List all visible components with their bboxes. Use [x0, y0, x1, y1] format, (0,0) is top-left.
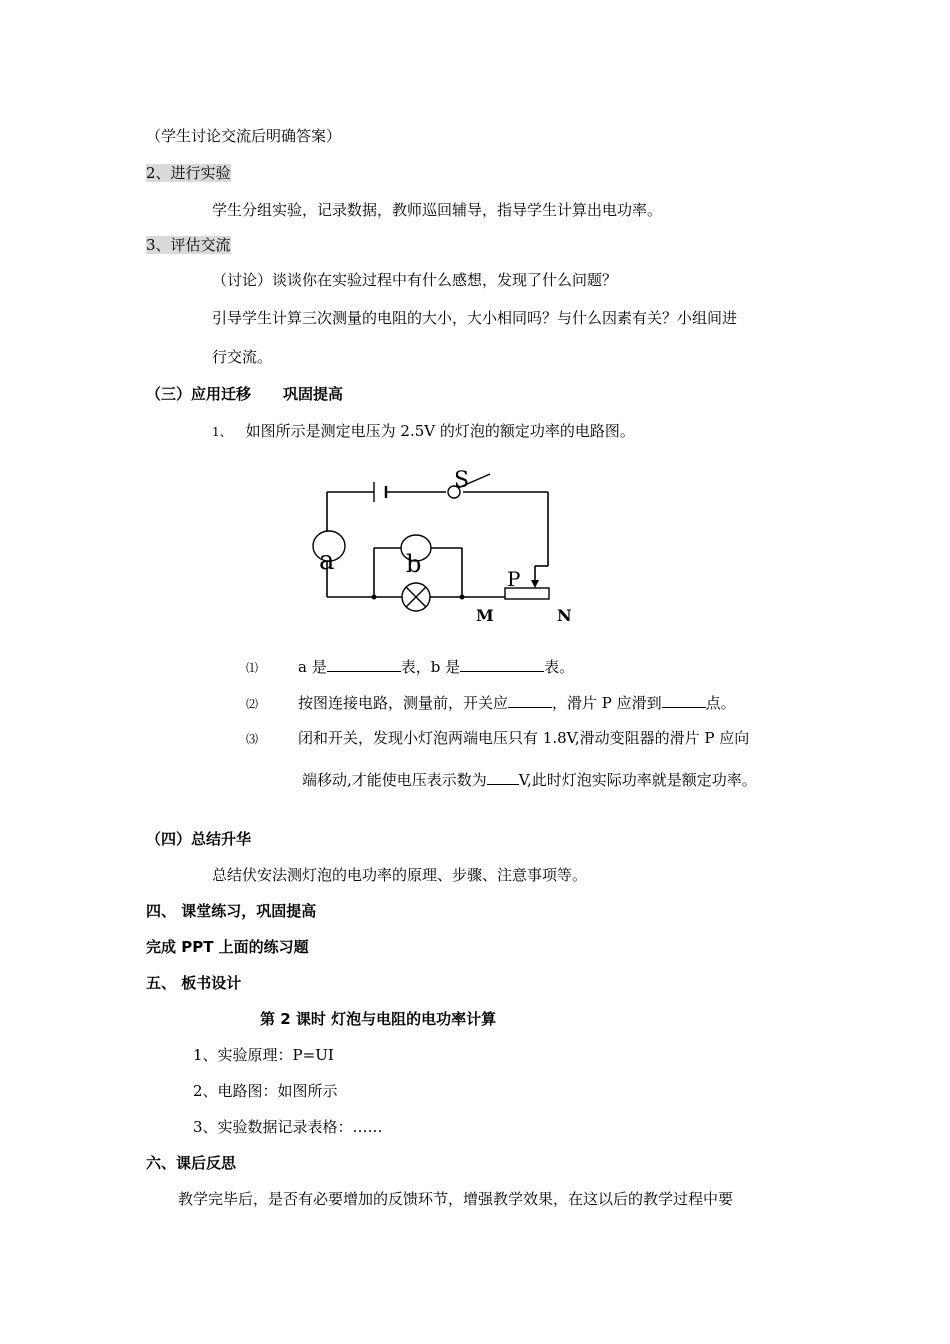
- board-item: 1、实验原理：P=UI: [193, 1046, 334, 1064]
- item-number: ⑴: [246, 661, 259, 675]
- section-heading: [146, 235, 231, 255]
- answer-blank[interactable]: [460, 655, 544, 672]
- board-item: 3、实验数据记录表格：……: [193, 1118, 383, 1136]
- question-text: 表。: [544, 658, 575, 676]
- heading-part-2: 巩固提高: [283, 385, 344, 403]
- slider-label: P: [507, 567, 521, 591]
- switch-label: S: [454, 468, 470, 493]
- section-heading: [146, 163, 231, 183]
- question-intro: [212, 421, 635, 442]
- item-number: ⑵: [246, 697, 259, 711]
- meter-b-label: b: [406, 550, 422, 578]
- battery-icon: [374, 482, 386, 502]
- heading-part-1: （三）应用迁移: [146, 385, 252, 403]
- lamp-icon: [402, 583, 430, 611]
- board-title: 第 2 课时 灯泡与电阻的电功率计算: [260, 1010, 497, 1028]
- board-item: 2、电路图：如图所示: [193, 1082, 338, 1100]
- answer-blank[interactable]: [327, 655, 401, 672]
- question-text: 点。: [705, 694, 736, 712]
- question-3: [246, 728, 749, 749]
- text-line: （讨论）谈谈你在实验过程中有什么感想，发现了什么问题？: [212, 271, 618, 289]
- question-text: 端移动,才能使电压表示数为: [302, 771, 487, 789]
- slider-arrow-icon: [531, 580, 539, 588]
- question-1: [246, 655, 574, 678]
- junction-dot: [372, 595, 377, 600]
- heading-text: 2、进行实验: [146, 164, 231, 182]
- answer-blank[interactable]: [662, 691, 706, 708]
- text-line: 完成 PPT 上面的练习题: [146, 938, 309, 956]
- subsection-heading: [146, 384, 343, 404]
- heading-text: 3、评估交流: [146, 236, 231, 254]
- question-text: 如图所示是测定电压为 2.5V 的灯泡的额定功率的电路图。: [245, 422, 635, 440]
- section-heading: 四、 课堂练习，巩固提高: [146, 902, 317, 920]
- item-number: ⑶: [246, 732, 259, 746]
- junction-dot: [460, 595, 465, 600]
- question-text: 闭和开关，发现小灯泡两端电压只有 1.8V,滑动变阻器的滑片 P 应向: [298, 729, 750, 747]
- text-line: （学生讨论交流后明确答案）: [146, 127, 342, 145]
- text-line: 总结伏安法测灯泡的电功率的原理、步骤、注意事项等。: [212, 866, 588, 884]
- question-2: [246, 691, 736, 714]
- question-3-continued: [302, 768, 757, 790]
- section-heading: 五、 板书设计: [146, 974, 242, 992]
- terminal-m-label: M: [476, 606, 494, 625]
- text-line: 引导学生计算三次测量的电阻的大小，大小相同吗？与什么因素有关？小组间进: [212, 309, 738, 327]
- circuit-diagram: [300, 462, 590, 632]
- text-line: 行交流。: [212, 348, 273, 366]
- question-text: 按图连接电路，测量前，开关应: [298, 694, 509, 712]
- terminal-n-label: N: [557, 606, 572, 625]
- subsection-heading: （四）总结升华: [146, 830, 252, 848]
- text-line: 学生分组实验，记录数据，教师巡回辅导，指导学生计算出电功率。: [212, 201, 663, 219]
- question-text: V,此时灯泡实际功率就是额定功率。: [518, 771, 757, 789]
- question-text: 表，b 是: [400, 658, 461, 676]
- answer-blank[interactable]: [487, 768, 519, 785]
- section-heading: 六、课后反思: [146, 1154, 237, 1172]
- text-line: 教学完毕后，是否有必要增加的反馈环节，增强教学效果，在这以后的教学过程中要: [178, 1190, 734, 1208]
- question-text: a 是: [298, 658, 327, 676]
- meter-a-label: a: [319, 546, 335, 576]
- question-text: ，滑片 P 应滑到: [552, 694, 662, 712]
- item-number: 1、: [212, 425, 232, 439]
- answer-blank[interactable]: [508, 691, 552, 708]
